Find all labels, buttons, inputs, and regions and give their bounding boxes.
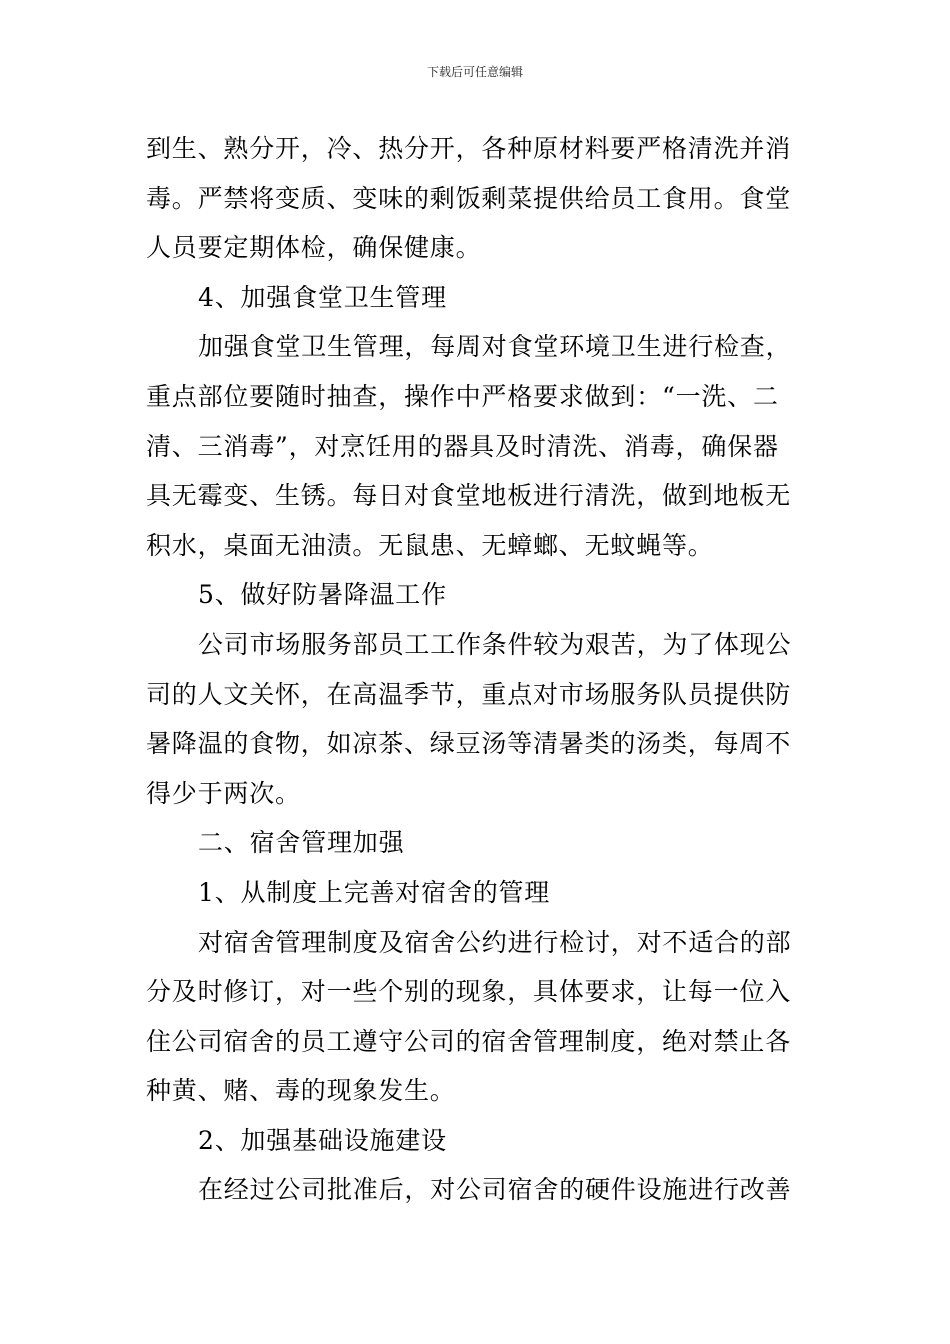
text-line: 到生、熟分开，冷、热分开，各种原材料要严格清洗并消 [146,134,792,163]
heading-text: 5、做好防暑降温工作 [198,580,447,610]
text-line: 具无霉变、生锈。每日对食堂地板进行清洗，做到地板无 [146,481,792,511]
text-line: 分及时修订，对一些个别的现象，具体要求，让每一位入 [146,977,792,1007]
heading-text: 4、加强食堂卫生管理 [198,282,447,312]
text-line: 在经过公司批准后，对公司宿舍的硬件设施进行改善 [198,1175,792,1205]
text-line: 积水，桌面无油渍。无鼠患、无蟑螂、无蚊蝇等。 [146,530,714,560]
heading-text: 1、从制度上完善对宿舍的管理 [198,877,551,907]
text-line: 司的人文关怀，在高温季节，重点对市场服务队员提供防 [146,679,792,709]
section-heading-1 [146,868,810,918]
text-line: 得少于两次。 [146,778,301,808]
paragraph-heat-prevention [146,620,810,818]
text-line: 暑降温的食物，如凉茶、绿豆汤等清暑类的汤类，每周不 [146,729,792,759]
heading-text: 2、加强基础设施建设 [198,1125,447,1155]
paragraph-dormitory-rules [146,918,810,1116]
heading-text: 二、宿舍管理加强 [198,828,405,858]
page-header: 下载后可任意编辑 [426,65,523,79]
text-line: 重点部位要随时抽查，操作中严格要求做到：“一洗、二 [146,381,779,411]
paragraph-infrastructure [146,1165,810,1215]
section-heading-4 [146,273,810,323]
paragraph-canteen-hygiene-cont [146,124,810,273]
document-body [146,124,810,1215]
text-line: 种黄、赌、毒的现象发生。 [146,1076,456,1106]
text-line: 人员要定期体检，确保健康。 [146,233,482,263]
text-line: 加强食堂卫生管理，每周对食堂环境卫生进行检查， [198,332,792,362]
text-line: 住公司宿舍的员工遵守公司的宿舍管理制度，绝对禁止各 [146,1026,792,1056]
text-line: 公司市场服务部员工工作条件较为艰苦，为了体现公 [198,629,792,659]
text-line: 对宿舍管理制度及宿舍公约进行检讨，对不适合的部 [198,927,792,957]
paragraph-canteen-management [146,322,810,570]
section-heading-5 [146,570,810,620]
section-heading-dormitory [146,818,810,868]
section-heading-2 [146,1116,810,1166]
text-line: 清、三消毒”，对烹饪用的器具及时清洗、消毒，确保器 [146,431,779,461]
text-line: 毒。严禁将变质、变味的剩饭剩菜提供给员工食用。食堂 [146,183,792,213]
